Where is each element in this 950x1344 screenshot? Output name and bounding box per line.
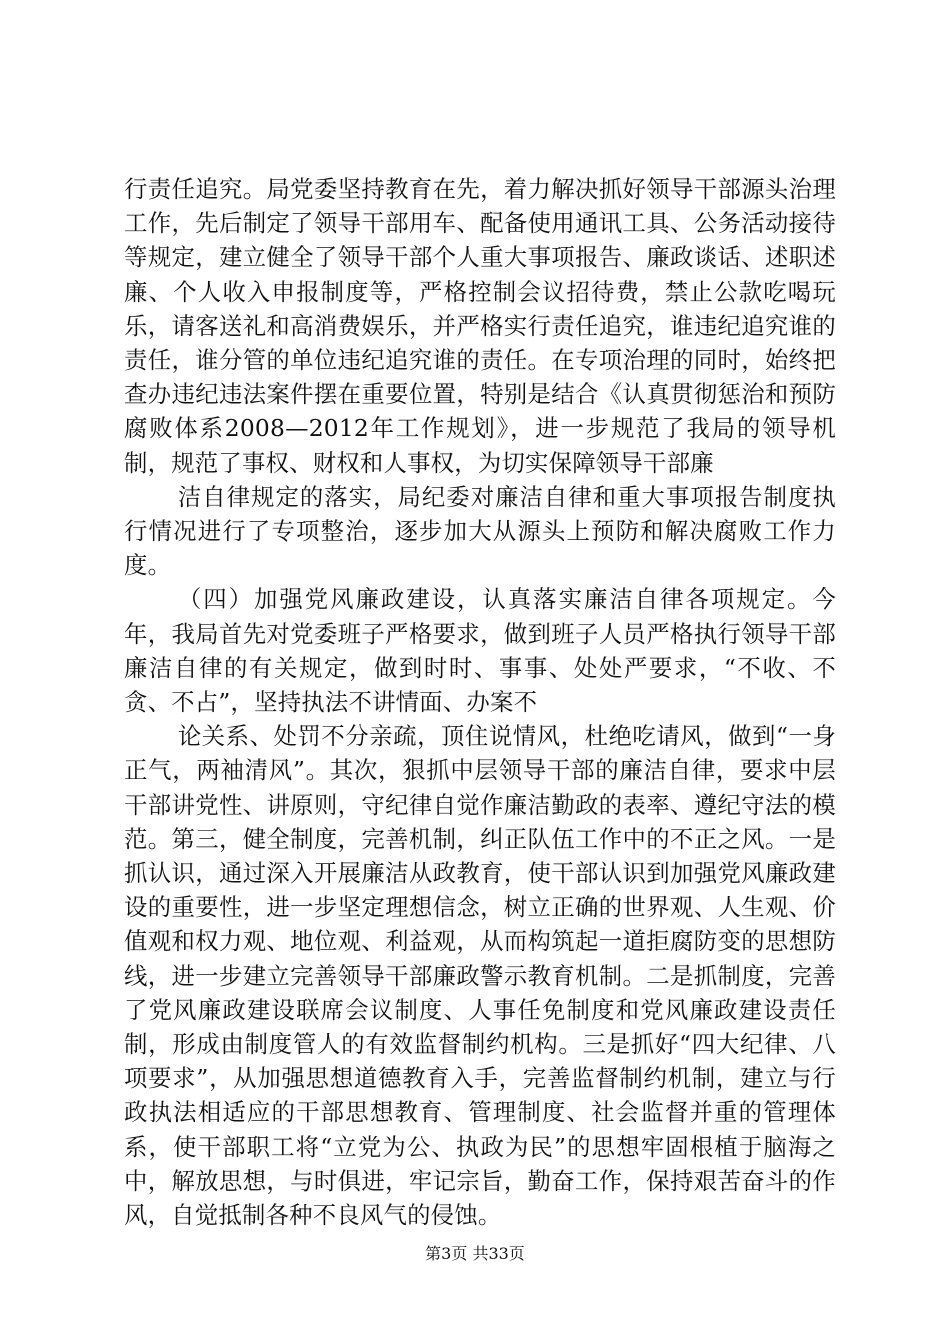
paragraph-continued: 行责任追究。局党委坚持教育在先，着力解决抓好领导干部源头治理工作，先后制定了领导干部用车、配备使用通讯工具、公务活动接待等规定，建立健全了领导干部个人重大事项报告、廉政谈话、述职述廉、个人收入申报制度等，严格控制会议招待费，禁止公款吃喝玩乐，请客送礼和高消费娱乐，并严格实行责任追究，谁违纪追究谁的责任，谁分管的单位违纪追究谁的责任。在专项治理的同时，始终把查办违纪违法案件摆在重要位置，特别是结合《认真贯彻惩治和预防腐败体系2008—2012年工作规划》，进一步规范了我局的领导机制，规范了事权、财权和人事权，为切实保障领导干部廉 [124, 175, 836, 477]
paragraph-section-four: （四）加强党风廉政建设，认真落实廉洁自律各项规定。今年，我局首先对党委班子严格要求，做到班子人员严格执行领导干部廉洁自律的有关规定，做到时时、事事、处处严要求，“不收、不贪、不占”，坚持执法不讲情面、办案不 [124, 585, 836, 717]
document-body [124, 172, 836, 1232]
paragraph: 论关系、处罚不分亲疏，顶住说情风，杜绝吃请风，做到“一身正气，两袖清风”。其次，狠抓中层领导干部的廉洁自律，要求中层干部讲党性、讲原则，守纪律自觉作廉洁勤政的表率、遵纪守法的模范。第三，健全制度，完善机制，纠正队伍工作中的不正之风。一是抓认识，通过深入开展廉洁从政教育，使干部认识到加强党风廉政建设的重要性，进一步坚定理想信念，树立正确的世界观、人生观、价值观和权力观、地位观、利益观，从而构筑起一道拒腐防变的思想防线，进一步建立完善领导干部廉政警示教育机制。二是抓制度，完善了党风廉政建设联席会议制度、人事任免制度和党风廉政建设责任制，形成由制度管人的有效监督制约机构。三是抓好“四大纪律、八项要求”，从加强思想道德教育入手，完善监督制约机制，建立与行政执法相适应的干部思想教育、管理制度、社会监督并重的管理体系，使干部职工将“立党为公、执政为民”的思想牢固根植于脑海之中，解放思想，与时俱进，牢记宗旨，勤奋工作，保持艰苦奋斗的作风，自觉抵制各种不良风气的侵蚀。 [124, 722, 836, 1230]
paragraph: 洁自律规定的落实，局纪委对廉洁自律和重大事项报告制度执行情况进行了专项整治，逐步加大从源头上预防和解决腐败工作力度。 [124, 482, 836, 580]
page-number-footer: 第3页 共33页 [425, 1244, 525, 1263]
